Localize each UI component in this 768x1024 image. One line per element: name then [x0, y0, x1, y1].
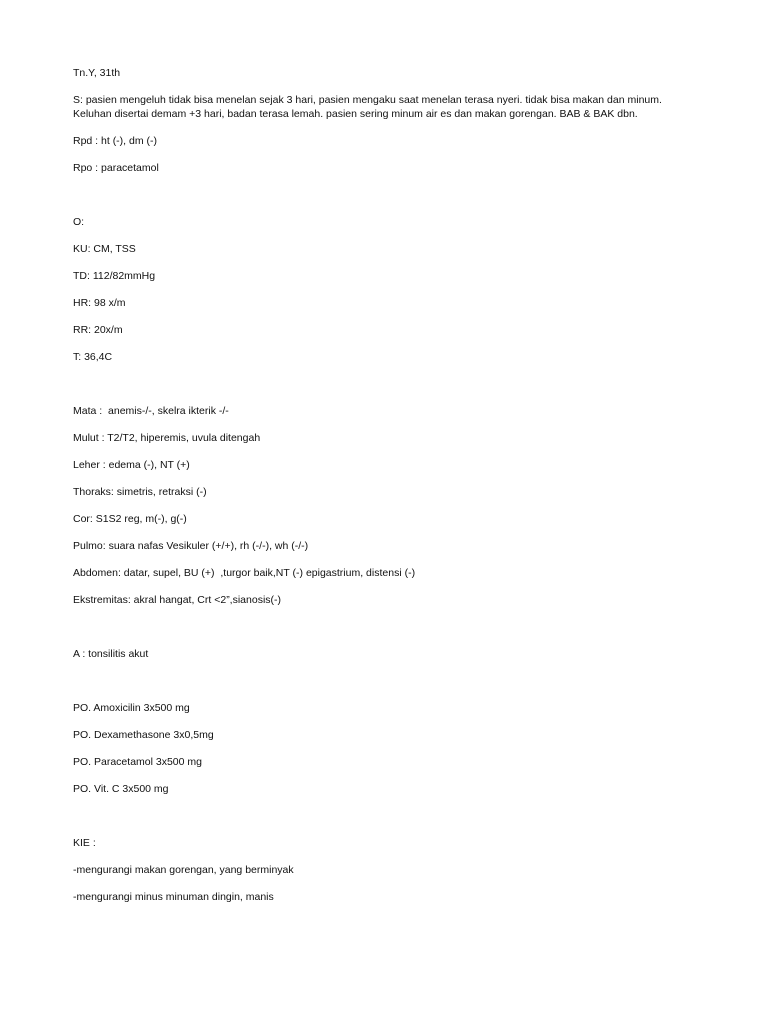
- exam-abdomen: Abdomen: datar, supel, BU (+) ,turgor baik,NT (-) epigastrium, distensi (-): [73, 567, 416, 579]
- vital-heart-rate: HR: 98 x/m: [73, 297, 126, 309]
- exam-mouth: Mulut : T2/T2, hiperemis, uvula ditengah: [73, 432, 261, 444]
- education-heading: KIE :: [73, 837, 96, 849]
- objective-heading: O:: [73, 216, 85, 228]
- exam-lungs: Pulmo: suara nafas Vesikuler (+/+), rh (-/-), wh (-/-): [73, 540, 309, 552]
- clinical-note: [73, 66, 703, 917]
- vital-general-condition: KU: CM, TSS: [73, 243, 136, 255]
- patient-identity: Tn.Y, 31th: [73, 67, 121, 79]
- medication-item: PO. Dexamethasone 3x0,5mg: [73, 729, 214, 741]
- exam-thorax: Thoraks: simetris, retraksi (-): [73, 486, 207, 498]
- subjective-complaint: S: pasien mengeluh tidak bisa menelan sejak 3 hari, pasien mengaku saat menelan terasa nyeri. tidak bisa makan dan minum. Keluhan disertai demam +3 hari, badan terasa lemah. pasien sering minum air es dan makan gorengan. BAB & BAK dbn.: [73, 94, 665, 120]
- exam-neck: Leher : edema (-), NT (+): [73, 459, 190, 471]
- medication-item: PO. Vit. C 3x500 mg: [73, 783, 169, 795]
- section-gap: [73, 377, 703, 404]
- exam-extremities: Ekstremitas: akral hangat, Crt <2”,sianosis(-): [73, 594, 282, 606]
- education-item: -mengurangi minus minuman dingin, manis: [73, 891, 274, 903]
- exam-heart: Cor: S1S2 reg, m(-), g(-): [73, 513, 187, 525]
- medication-item: PO. Paracetamol 3x500 mg: [73, 756, 202, 768]
- section-gap: [73, 674, 703, 701]
- education-item: -mengurangi makan gorengan, yang berminyak: [73, 864, 294, 876]
- vital-blood-pressure: TD: 112/82mmHg: [73, 270, 156, 282]
- past-medication-history: Rpo : paracetamol: [73, 162, 159, 174]
- vital-temperature: T: 36,4C: [73, 351, 113, 363]
- assessment-diagnosis: A : tonsilitis akut: [73, 648, 149, 660]
- section-gap: [73, 809, 703, 836]
- medication-item: PO. Amoxicilin 3x500 mg: [73, 702, 190, 714]
- section-gap: [73, 188, 703, 215]
- exam-eyes: Mata : anemis-/-, skelra ikterik -/-: [73, 405, 229, 417]
- past-disease-history: Rpd : ht (-), dm (-): [73, 135, 158, 147]
- section-gap: [73, 620, 703, 647]
- vital-respiratory-rate: RR: 20x/m: [73, 324, 123, 336]
